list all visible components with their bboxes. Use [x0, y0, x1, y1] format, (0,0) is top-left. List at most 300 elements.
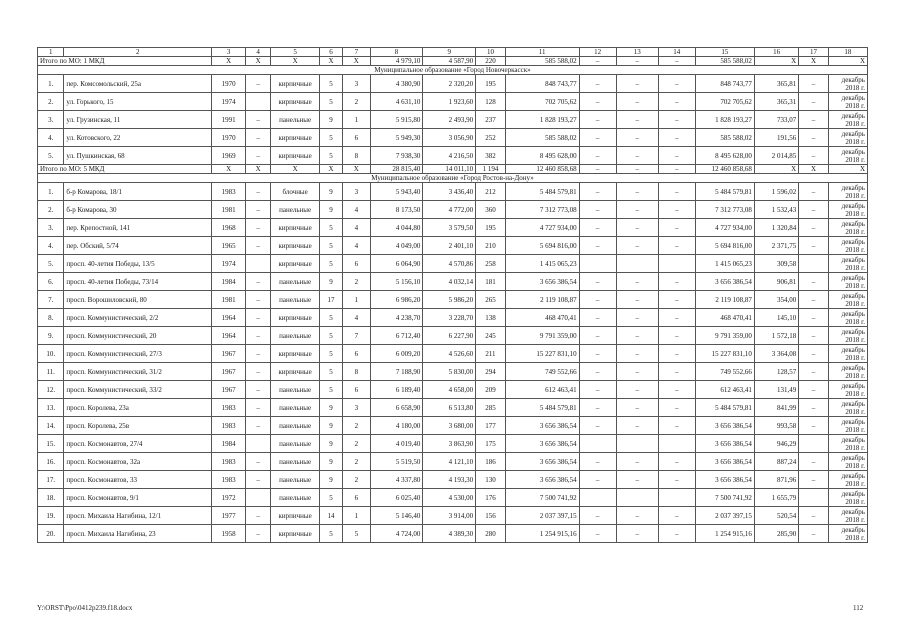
table-cell: пер. Крепостной, 141	[64, 219, 212, 237]
table-cell: –	[579, 453, 616, 471]
table-cell: 1984	[212, 273, 246, 291]
table-cell: 6 227,90	[423, 327, 476, 345]
table-cell: 2	[343, 453, 370, 471]
total-cell: 4 587,90	[423, 57, 476, 66]
table-row	[38, 75, 868, 93]
table-cell: 18.	[38, 489, 64, 507]
table-cell: 1 415 065,23	[505, 255, 579, 273]
table-row	[38, 255, 868, 273]
table-cell: –	[579, 147, 616, 165]
table-cell: кирпичные	[271, 363, 320, 381]
table-cell: 181	[476, 273, 506, 291]
table-cell: панельные	[271, 111, 320, 129]
table-cell: 3	[343, 183, 370, 201]
table-cell: 4 389,30	[423, 525, 476, 543]
table-cell: 2	[343, 435, 370, 453]
table-cell: просп. Михаила Нагибина, 12/1	[64, 507, 212, 525]
table-cell: 10.	[38, 345, 64, 363]
table-cell: –	[246, 291, 271, 309]
table-cell: –	[579, 327, 616, 345]
table-cell: 4 049,00	[370, 237, 423, 255]
table-cell: 1991	[212, 111, 246, 129]
table-cell	[579, 255, 616, 273]
table-cell: панельные	[271, 489, 320, 507]
table-cell: 7 938,30	[370, 147, 423, 165]
table-cell: –	[658, 75, 695, 93]
deadline-cell	[828, 111, 867, 129]
deadline-cell	[828, 453, 867, 471]
table-cell: 360	[476, 201, 506, 219]
deadline-year: 2018 г.	[845, 119, 865, 128]
total-cell: –	[658, 57, 695, 66]
total-cell: 12 460 858,68	[695, 165, 754, 174]
table-cell	[616, 255, 658, 273]
table-cell: –	[799, 327, 829, 345]
table-cell: –	[799, 291, 829, 309]
table-cell: –	[579, 111, 616, 129]
table-cell: 186	[476, 453, 506, 471]
table-row	[38, 111, 868, 129]
deadline-cell	[828, 363, 867, 381]
table-row	[38, 219, 868, 237]
table-cell: –	[246, 399, 271, 417]
table-cell	[246, 489, 271, 507]
deadline-month: декабрь	[841, 237, 865, 246]
table-cell: 5 484 579,81	[505, 399, 579, 417]
table-row	[38, 183, 868, 201]
deadline-month: декабрь	[841, 327, 865, 336]
table-cell: 3 656 386,54	[505, 435, 579, 453]
deadline-month: декабрь	[841, 75, 865, 84]
table-cell: 4 727 934,00	[695, 219, 754, 237]
table-cell: 5 484 579,81	[695, 399, 754, 417]
table-cell: –	[799, 345, 829, 363]
table-cell: –	[246, 471, 271, 489]
table-cell: 9	[319, 183, 342, 201]
table-cell: 13.	[38, 399, 64, 417]
table-cell: 4	[343, 219, 370, 237]
total-cell: 12 460 858,68	[505, 165, 579, 174]
table-cell: –	[246, 273, 271, 291]
table-cell: 2 014,85	[754, 147, 798, 165]
table-cell: –	[246, 183, 271, 201]
table-cell: просп. 40-летия Победы, 73/14	[64, 273, 212, 291]
table-row	[38, 201, 868, 219]
table-cell: кирпичные	[271, 345, 320, 363]
table-cell	[658, 435, 695, 453]
table-cell: –	[579, 129, 616, 147]
table-cell: 14	[319, 507, 342, 525]
table-cell: –	[246, 147, 271, 165]
table-cell: –	[616, 417, 658, 435]
table-cell: 1 320,84	[754, 219, 798, 237]
table-cell: 2 371,75	[754, 237, 798, 255]
table-cell	[616, 489, 658, 507]
table-cell: –	[616, 111, 658, 129]
table-cell: 1 572,18	[754, 327, 798, 345]
table-cell: 12.	[38, 381, 64, 399]
table-cell: 4 530,00	[423, 489, 476, 507]
table-cell: 1981	[212, 291, 246, 309]
table-cell: –	[616, 237, 658, 255]
table-cell: 3 863,90	[423, 435, 476, 453]
table-cell: –	[246, 219, 271, 237]
table-cell: 4 727 934,00	[505, 219, 579, 237]
table-cell: 5	[319, 75, 342, 93]
deadline-cell	[828, 309, 867, 327]
table-cell: 1967	[212, 363, 246, 381]
table-cell: 8 173,50	[370, 201, 423, 219]
column-number: 7	[343, 48, 370, 57]
table-cell: панельные	[271, 327, 320, 345]
total-cell: Х	[828, 57, 867, 66]
table-cell: 11.	[38, 363, 64, 381]
column-number: 11	[505, 48, 579, 57]
table-cell: 4 032,14	[423, 273, 476, 291]
table-cell: 3 656 386,54	[505, 273, 579, 291]
table-cell: 2 401,10	[423, 237, 476, 255]
table-cell: –	[246, 363, 271, 381]
deadline-year: 2018 г.	[845, 497, 865, 506]
table-cell: 2 493,90	[423, 111, 476, 129]
table-cell: 245	[476, 327, 506, 345]
table-cell: 9	[319, 273, 342, 291]
table-row	[38, 507, 868, 525]
table-cell: –	[658, 237, 695, 255]
deadline-month: декабрь	[841, 201, 865, 210]
table-cell: 612 463,41	[505, 381, 579, 399]
table-cell: 1974	[212, 255, 246, 273]
table-cell: 20.	[38, 525, 64, 543]
table-cell: 3 914,00	[423, 507, 476, 525]
table-cell: 841,99	[754, 399, 798, 417]
table-cell: –	[658, 453, 695, 471]
table-cell: просп. Коммунистический, 27/3	[64, 345, 212, 363]
table-cell: 4 380,90	[370, 75, 423, 93]
table-cell: 9 791 359,00	[695, 327, 754, 345]
deadline-year: 2018 г.	[845, 533, 865, 542]
column-number: 4	[246, 48, 271, 57]
deadline-cell	[828, 201, 867, 219]
table-cell: 9	[319, 417, 342, 435]
deadline-cell	[828, 507, 867, 525]
table-cell: 7	[343, 327, 370, 345]
table-cell: 1983	[212, 453, 246, 471]
deadline-month: декабрь	[841, 363, 865, 372]
table-row	[38, 309, 868, 327]
deadline-year: 2018 г.	[845, 83, 865, 92]
deadline-year: 2018 г.	[845, 263, 865, 272]
table-cell: –	[616, 93, 658, 111]
table-cell: б-р Комарова, 30	[64, 201, 212, 219]
table-cell: –	[799, 507, 829, 525]
table-cell: –	[246, 129, 271, 147]
table-cell: 1 254 915,16	[695, 525, 754, 543]
table-cell: кирпичные	[271, 93, 320, 111]
table-cell: 5 694 816,00	[505, 237, 579, 255]
table-cell: –	[579, 471, 616, 489]
table-cell: 3 656 386,54	[505, 471, 579, 489]
table-cell: 7 188,90	[370, 363, 423, 381]
table-cell: 6	[343, 129, 370, 147]
table-cell: –	[799, 471, 829, 489]
deadline-month: декабрь	[841, 417, 865, 426]
total-cell: Х	[246, 57, 271, 66]
table-cell: 8 495 628,00	[505, 147, 579, 165]
table-cell: 6.	[38, 273, 64, 291]
table-cell: 848 743,77	[505, 75, 579, 93]
table-cell: 5	[319, 489, 342, 507]
table-cell: 2	[343, 273, 370, 291]
deadline-year: 2018 г.	[845, 515, 865, 524]
table-cell: 1983	[212, 399, 246, 417]
total-cell: Х	[271, 57, 320, 66]
deadline-year: 2018 г.	[845, 209, 865, 218]
table-cell: –	[246, 237, 271, 255]
deadline-year: 2018 г.	[845, 443, 865, 452]
table-cell: 9	[319, 435, 342, 453]
table-cell: –	[616, 363, 658, 381]
table-cell: кирпичные	[271, 147, 320, 165]
table-cell: 1 828 193,27	[695, 111, 754, 129]
table-cell: 848 743,77	[695, 75, 754, 93]
table-cell: 19.	[38, 507, 64, 525]
table-cell: –	[579, 309, 616, 327]
table-cell: –	[616, 147, 658, 165]
deadline-month: декабрь	[841, 129, 865, 138]
table-cell: 237	[476, 111, 506, 129]
table-cell	[246, 93, 271, 111]
table-cell: 749 552,66	[695, 363, 754, 381]
table-cell: –	[579, 345, 616, 363]
deadline-month: декабрь	[841, 291, 865, 300]
table-row	[38, 399, 868, 417]
section-heading: Муниципальное образование «Город Новочеркасск»	[38, 66, 868, 75]
table-cell: 15 227 831,10	[505, 345, 579, 363]
total-cell: Х	[271, 165, 320, 174]
table-cell: –	[799, 381, 829, 399]
table-row	[38, 453, 868, 471]
table-cell: 7 500 741,92	[695, 489, 754, 507]
table-row	[38, 471, 868, 489]
table-cell: 5	[343, 525, 370, 543]
table-cell: 887,24	[754, 453, 798, 471]
table-cell: –	[579, 237, 616, 255]
table-cell: 1 415 065,23	[695, 255, 754, 273]
column-number: 13	[616, 48, 658, 57]
deadline-month: декабрь	[841, 183, 865, 192]
column-number: 12	[579, 48, 616, 57]
table-row	[38, 345, 868, 363]
table-cell: кирпичные	[271, 237, 320, 255]
section-heading-row	[38, 66, 868, 75]
table-cell: панельные	[271, 381, 320, 399]
table-cell: 5 986,20	[423, 291, 476, 309]
table-cell: 4 216,50	[423, 147, 476, 165]
table-cell: просп. Коммунистический, 20	[64, 327, 212, 345]
table-cell: 1 254 915,16	[505, 525, 579, 543]
table-cell: 2.	[38, 201, 64, 219]
table-cell: 5	[319, 237, 342, 255]
table-cell: –	[799, 75, 829, 93]
table-cell: просп. Королева, 25в	[64, 417, 212, 435]
table-cell: –	[246, 309, 271, 327]
table-cell: –	[246, 345, 271, 363]
table-cell: –	[658, 399, 695, 417]
table-cell: –	[799, 183, 829, 201]
deadline-month: декабрь	[841, 255, 865, 264]
table-cell: 1969	[212, 147, 246, 165]
table-cell: 1964	[212, 327, 246, 345]
table-cell: 17	[319, 291, 342, 309]
table-cell: панельные	[271, 399, 320, 417]
total-cell: 28 815,40	[370, 165, 423, 174]
table-cell: 175	[476, 435, 506, 453]
deadline-year: 2018 г.	[845, 389, 865, 398]
table-cell: 1	[343, 291, 370, 309]
table-cell: 749 552,66	[505, 363, 579, 381]
table-cell: 733,07	[754, 111, 798, 129]
column-number: 5	[271, 48, 320, 57]
table-cell: просп. Космонавтов, 33	[64, 471, 212, 489]
table-cell: 5	[319, 327, 342, 345]
table-cell: 1 828 193,27	[505, 111, 579, 129]
table-cell: 128,57	[754, 363, 798, 381]
table-cell: 5	[319, 363, 342, 381]
table-cell: 15.	[38, 435, 64, 453]
table-cell: –	[579, 525, 616, 543]
table-row	[38, 489, 868, 507]
table-cell: просп. Космонавтов, 32а	[64, 453, 212, 471]
table-row	[38, 237, 868, 255]
table-cell: просп. Ворошиловский, 80	[64, 291, 212, 309]
table-row	[38, 129, 868, 147]
table-cell: –	[616, 507, 658, 525]
deadline-month: декабрь	[841, 489, 865, 498]
table-cell: 4 631,10	[370, 93, 423, 111]
table-cell: 1977	[212, 507, 246, 525]
table-cell: блочные	[271, 183, 320, 201]
table-cell: 309,58	[754, 255, 798, 273]
deadline-cell	[828, 417, 867, 435]
table-cell: 285	[476, 399, 506, 417]
table-cell: 212	[476, 183, 506, 201]
table-cell: –	[658, 327, 695, 345]
table-cell: 209	[476, 381, 506, 399]
table-cell: 5.	[38, 255, 64, 273]
table-cell: 4	[343, 237, 370, 255]
table-cell: 5 484 579,81	[695, 183, 754, 201]
deadline-cell	[828, 525, 867, 543]
table-cell: 3 680,00	[423, 417, 476, 435]
table-cell: 1970	[212, 129, 246, 147]
table-cell: просп. Коммунистический, 33/2	[64, 381, 212, 399]
table-cell: –	[246, 327, 271, 345]
total-cell: Х	[319, 165, 342, 174]
table-cell: –	[579, 273, 616, 291]
deadline-year: 2018 г.	[845, 353, 865, 362]
deadline-cell	[828, 435, 867, 453]
table-cell: 1 532,43	[754, 201, 798, 219]
table-cell: –	[246, 525, 271, 543]
total-cell: 4 979,10	[370, 57, 423, 66]
table-cell: 9	[319, 471, 342, 489]
table-cell: –	[658, 345, 695, 363]
table-cell: –	[658, 201, 695, 219]
total-cell: Х	[828, 165, 867, 174]
footer-file-path: Y:\ORST\Ppo\0412p239.f18.docx	[37, 604, 133, 612]
table-cell: 6 658,90	[370, 399, 423, 417]
table-cell: 702 705,62	[505, 93, 579, 111]
table-cell: ул. Горького, 15	[64, 93, 212, 111]
table-cell	[246, 435, 271, 453]
table-cell: 8.	[38, 309, 64, 327]
deadline-cell	[828, 75, 867, 93]
table-cell: 585 588,02	[695, 129, 754, 147]
table-cell: 1970	[212, 75, 246, 93]
table-cell: –	[799, 525, 829, 543]
table-cell: просп. Коммунистический, 31/2	[64, 363, 212, 381]
deadline-year: 2018 г.	[845, 155, 865, 164]
total-cell: Х	[799, 57, 829, 66]
total-cell: 14 011,10	[423, 165, 476, 174]
deadline-cell	[828, 381, 867, 399]
table-row	[38, 525, 868, 543]
table-cell: 9	[319, 201, 342, 219]
table-cell: –	[658, 183, 695, 201]
table-cell: 7 312 773,08	[505, 201, 579, 219]
table-cell: 1965	[212, 237, 246, 255]
table-cell: –	[799, 111, 829, 129]
table-cell: 252	[476, 129, 506, 147]
deadline-cell	[828, 291, 867, 309]
table-cell: –	[799, 129, 829, 147]
table-cell: панельные	[271, 417, 320, 435]
table-cell: 9.	[38, 327, 64, 345]
table-cell: 3	[343, 399, 370, 417]
table-row	[38, 417, 868, 435]
table-cell: 6 513,80	[423, 399, 476, 417]
table-cell: 156	[476, 507, 506, 525]
table-cell: 906,81	[754, 273, 798, 291]
table-cell: –	[616, 201, 658, 219]
table-cell: –	[616, 399, 658, 417]
deadline-cell	[828, 399, 867, 417]
total-cell: Х	[754, 57, 798, 66]
table-cell: 9	[319, 111, 342, 129]
deadline-cell	[828, 93, 867, 111]
table-cell: 6 025,40	[370, 489, 423, 507]
table-cell: 176	[476, 489, 506, 507]
table-cell: 4 180,00	[370, 417, 423, 435]
table-cell: –	[799, 453, 829, 471]
table-cell: –	[616, 309, 658, 327]
table-cell: 4 121,10	[423, 453, 476, 471]
table-cell: 1.	[38, 75, 64, 93]
table-cell: 2 119 108,87	[505, 291, 579, 309]
table-cell: 5	[319, 381, 342, 399]
column-number: 17	[799, 48, 829, 57]
table-cell: кирпичные	[271, 75, 320, 93]
deadline-year: 2018 г.	[845, 299, 865, 308]
table-cell: 195	[476, 75, 506, 93]
table-cell: 280	[476, 525, 506, 543]
deadline-cell	[828, 129, 867, 147]
table-cell: –	[579, 399, 616, 417]
table-cell: 6	[343, 255, 370, 273]
table-cell: –	[579, 93, 616, 111]
table-cell: 7.	[38, 291, 64, 309]
